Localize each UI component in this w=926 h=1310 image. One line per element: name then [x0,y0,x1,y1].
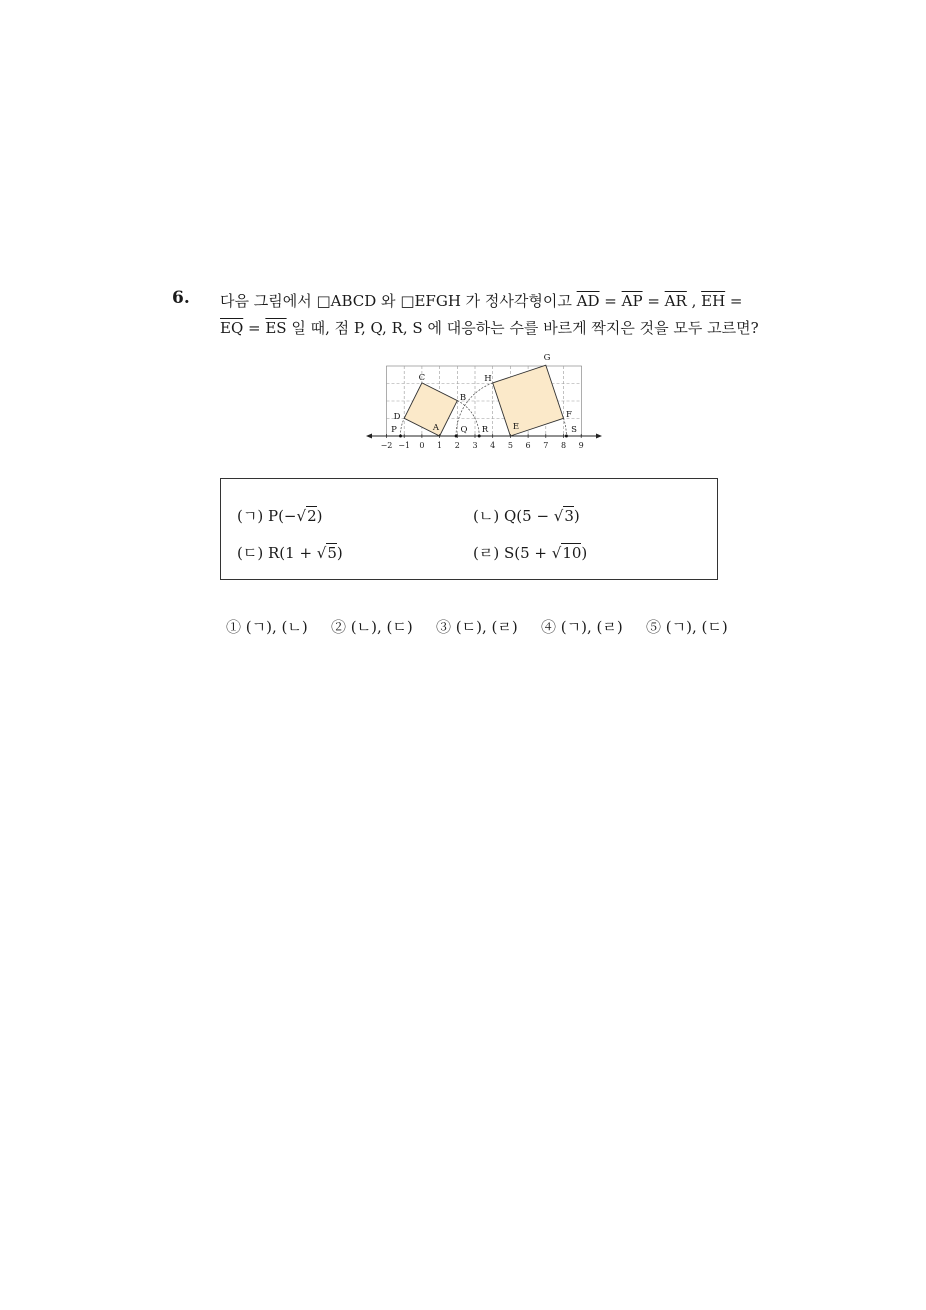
option-a: (ㄱ) P(−√2) [237,507,323,525]
segment-eh: $\overline{EH}$ [701,292,726,310]
tick-label: −1 [398,441,411,450]
square-efgh [493,365,564,436]
tick-label: 7 [543,441,549,450]
tick-label: 0 [419,441,425,450]
point-label-d: D [393,412,401,422]
choice-1[interactable]: ① (ㄱ), (ㄴ) [226,618,308,636]
question-prefix: 다음 그림에서 □ABCD 와 □EFGH 가 정사각형이고 [220,292,577,310]
point-label-p: P [391,425,397,435]
tick-label: 6 [525,441,531,450]
option-b: (ㄴ) Q(5 − √3) [473,507,580,525]
segment-ar: $\overline{AR}$ [664,292,687,310]
choice-3[interactable]: ③ (ㄷ), (ㄹ) [436,618,518,636]
tick-label: 1 [437,441,443,450]
tick-label: 8 [560,441,567,450]
segment-ad: $\overline{AD}$ [576,292,600,310]
point-label-a: A [432,423,440,433]
options-box [220,478,718,580]
tick-labels [381,441,584,450]
option-d: (ㄹ) S(5 + √10) [473,544,588,562]
number-line-figure [364,350,604,450]
axis-arrow-right [596,434,602,439]
point-label-e: E [512,422,520,432]
segment-es: $\overline{ES}$ [265,319,287,337]
question-suffix: 일 때, 점 P, Q, R, S 에 대응하는 수를 바르게 짝지은 것을 모두 고르면? [286,319,759,337]
choice-4[interactable]: ④ (ㄱ), (ㄹ) [541,618,623,636]
point-label-c: C [418,373,426,383]
question-line-1: 다음 그림에서 □ABCD 와 □EFGH 가 정사각형이고 $\overline{AD} = \overline{AP} = \overline{AR}$ , $\overline{EH}$ = [220,292,743,310]
tick-label: 4 [490,441,496,450]
tick-label: 9 [578,441,584,450]
square-abcd [404,383,457,436]
tick-label: 5 [507,441,513,450]
point-label-f: F [566,410,572,420]
tick-label: 3 [472,441,478,450]
question-number: 6. [172,288,190,308]
point-label-s: S [571,425,577,435]
axis-arrow-left [366,434,372,439]
point-label-h: H [484,374,492,384]
option-c: (ㄷ) R(1 + √5) [237,544,343,562]
tick-label: 2 [454,441,460,450]
choice-2[interactable]: ② (ㄴ), (ㄷ) [331,618,413,636]
tick-label: −2 [380,441,393,450]
segment-ap: $\overline{AP}$ [621,292,643,310]
choice-5[interactable]: ⑤ (ㄱ), (ㄷ) [646,618,728,636]
point-label-q: Q [460,425,468,435]
question-line-2: $\overline{EQ} = \overline{ES}$ 일 때, 점 P, Q, R, S 에 대응하는 수를 바르게 짝지은 것을 모두 고르면? [220,319,759,337]
point-label-g: G [543,353,551,363]
segment-eq: $\overline{EQ}$ [220,319,244,337]
point-label-r: R [481,425,489,435]
point-label-b: B [459,393,467,403]
